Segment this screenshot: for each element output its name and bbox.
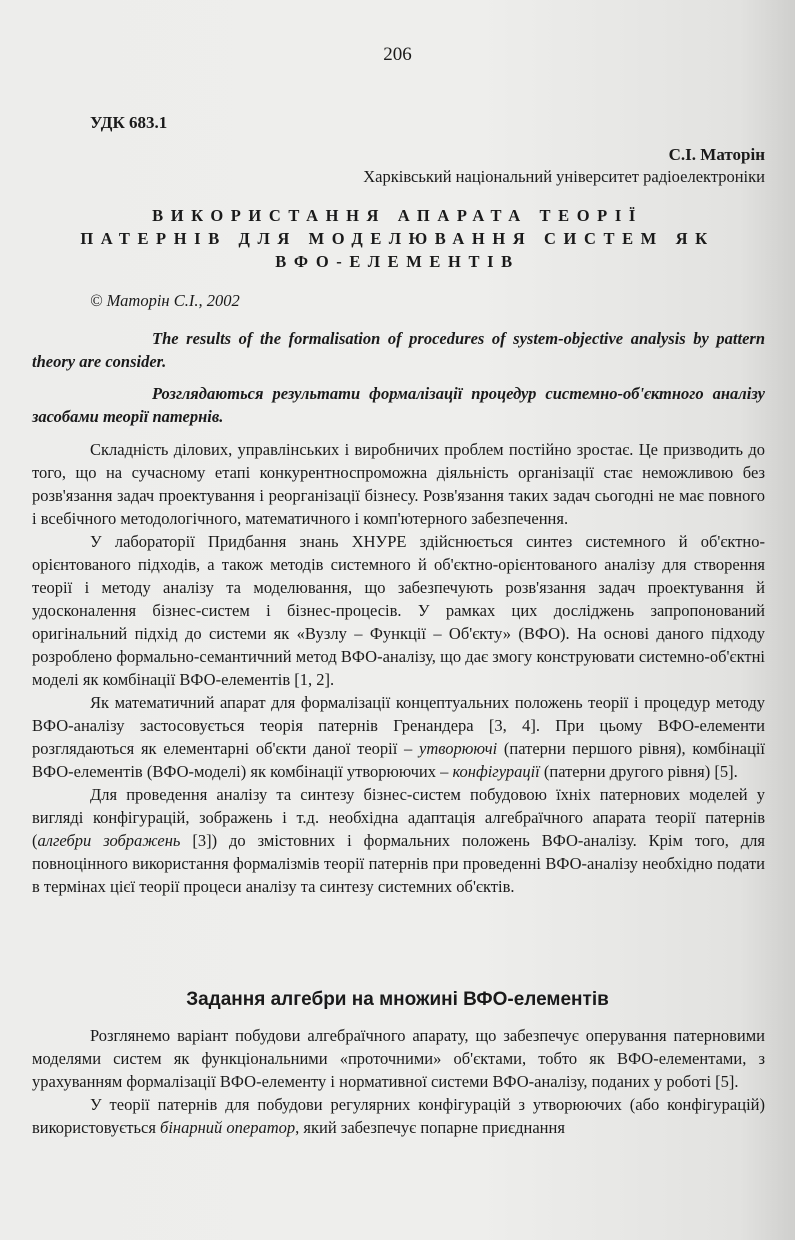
- term: конфігурації: [452, 762, 540, 781]
- paragraph: Розглянемо варіант побудови алгебраїчного апарату, що забезпечує оперування патерновими моделями систем як функціональними «проточними» об'єктами, тобто як ВФО-елементами, з урахуванням формалізації ВФО-елементу і нормативної системи ВФО-аналізу, поданих у роботі [5].: [32, 1026, 765, 1091]
- abstract-english: The results of the formalisation of procedures of system-objective analysis by pattern theory are consider.: [32, 329, 765, 371]
- udk-code: УДК 683.1: [90, 113, 168, 132]
- title-line: ПАТЕРНІВ ДЛЯ МОДЕЛЮВАННЯ СИСТЕМ ЯК: [80, 229, 715, 248]
- paragraph: У лабораторії Придбання знань ХНУРЕ здійснюється синтез системного й об'єктно-орієнтованого підходів, а також методів системного й об'єктно-орієнтованого аналізу для створення теорії і методу аналізу та моделювання, що забезпечують розв'язання задач проектування й удосконалення бізнес-систем і бізнес-процесів. У рамках цих досліджень запропонований оригінальний підхід до системи як «Вузлу – Функції – Об'єкту» (ВФО). На основі даного підходу розроблено формально-семантичний метод ВФО-аналізу, що дає змогу конструювати системно-об'єктні моделі як комбінації ВФО-елементів [1, 2].: [32, 532, 765, 689]
- body-text: [32, 438, 765, 898]
- term: утворюючі: [419, 739, 498, 758]
- body-text-section: [32, 1024, 765, 1139]
- page-number: 206: [383, 44, 412, 65]
- term: бінарний оператор: [160, 1118, 296, 1137]
- author-name: С.І. Маторін: [668, 145, 765, 164]
- paragraph: Як математичний апарат для формалізації концептуальних положень теорії і процедур методу ВФО-аналізу застосовується теорія патернів Гренандера [3, 4]. При цьому ВФО-елементи розглядаються як елементарні об'єкти даної теорії – утворюючі (патерни першого рівня), комбінації ВФО-елементів (ВФО-моделі) як комбінації утворюючих – конфігурації (патерни другого рівня) [5].: [32, 693, 766, 781]
- section-heading: Задання алгебри на множині ВФО-елементів: [186, 989, 609, 1010]
- term: алгебри зображень: [37, 831, 181, 850]
- paragraph: Для проведення аналізу та синтезу бізнес-систем побудовою їхніх патернових моделей у вигляді конфігурацій, зображень і т.д. необхідна адаптація алгебраїчного апарата теорії патернів (алгебри зображень [3]) до змістовних і формальних положень ВФО-аналізу. Крім того, для повноцінного використання формалізмів теорії патернів при проведенні ВФО-аналізу необхідно подати в термінах цієї теорії процеси аналізу та синтезу системних об'єктів.: [32, 785, 765, 896]
- title-line: ВИКОРИСТАННЯ АПАРАТА ТЕОРІЇ: [152, 206, 643, 225]
- copyright: © Маторін С.І., 2002: [90, 291, 240, 310]
- article-title: [30, 204, 765, 273]
- author-affiliation: Харківський національний університет радіоелектроніки: [363, 167, 765, 186]
- paragraph: Складність ділових, управлінських і виробничих проблем постійно зростає. Це призводить до того, що на сучасному етапі конкурентноспроможна діяльність організації стає неможливою без розв'язання задач проектування і реорганізації бізнесу. Розв'язання таких задач сьогодні не має повного і всебічного методологічного, математичного і комп'ютерного забезпечення.: [32, 440, 765, 528]
- paragraph: У теорії патернів для побудови регулярних конфігурацій з утворюючих (або конфігурацій) використовується бінарний оператор, який забезпечує попарне приєднання: [32, 1095, 765, 1137]
- abstract-ukrainian: Розглядаються результати формалізації процедур системно-об'єктного аналізу засобами теорії патернів.: [32, 384, 765, 426]
- title-line: ВФО-ЕЛЕМЕНТІВ: [275, 252, 520, 271]
